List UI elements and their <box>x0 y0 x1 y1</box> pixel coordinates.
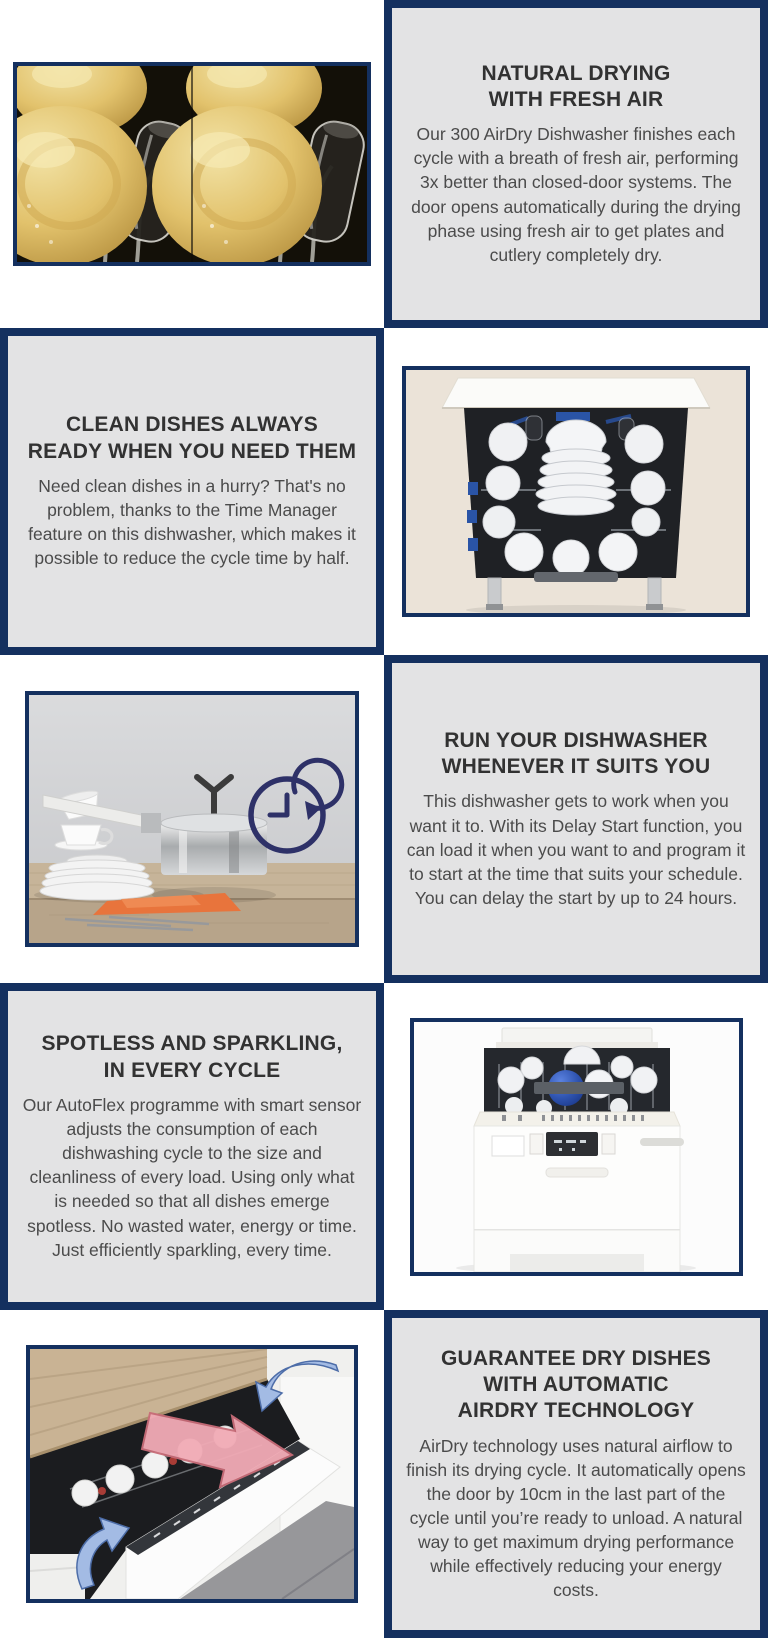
feature-description: Need clean dishes in a hurry? That's no problem, thanks to the Time Manager feature on this dishwasher, which makes it possible to reduce the cycle time by half. <box>28 475 356 569</box>
freestanding-dishwasher-image <box>410 1018 743 1276</box>
feature-image-cell-freestanding <box>384 983 768 1311</box>
feature-description: Our AutoFlex programme with smart sensor adjusts the consumption of each dishwashing cycle to the size and cleanliness of every load. Using only what is needed so that all dishes emerge spotless. No wasted water, energy or time. Just efficiently sparkling, every time. <box>22 1094 362 1260</box>
feature-title: NATURAL DRYING WITH FRESH AIR <box>481 61 671 111</box>
feature-card-airdry-technology <box>384 1310 768 1638</box>
feature-description: AirDry technology uses natural airflow to finish its drying cycle. It automatically opens the door by 10cm in the last part of the cycle until you’re ready to unload. A natural way to get maximum drying performance while effectively reducing your energy costs. <box>406 1435 746 1601</box>
feature-title: CLEAN DISHES ALWAYS READY WHEN YOU NEED THEM <box>27 413 357 463</box>
feature-title: RUN YOUR DISHWASHER WHENEVER IT SUITS YOU <box>441 728 711 779</box>
feature-card-autoflex <box>0 983 384 1311</box>
airdry-bowls-comparison-image <box>13 62 371 266</box>
feature-image-cell-loaded-dishwasher <box>384 328 768 656</box>
feature-card-natural-drying <box>384 0 768 328</box>
loaded-open-dishwasher-image <box>402 366 750 617</box>
feature-title: GUARANTEE DRY DISHES WITH AUTOMATIC AIRDRY TECHNOLOGY <box>440 1346 712 1423</box>
feature-card-delay-start <box>384 655 768 983</box>
feature-image-cell-delay-start <box>0 655 384 983</box>
feature-image-cell-airdry-bowls <box>0 0 384 328</box>
feature-title: SPOTLESS AND SPARKLING, IN EVERY CYCLE <box>41 1032 343 1082</box>
feature-description: Our 300 AirDry Dishwasher finishes each cycle with a breath of fresh air, performing 3x better than closed-door systems. The door opens automatically during the drying phase using fresh air to get plates and cutlery completely dry. <box>411 124 741 265</box>
feature-image-cell-airdry-door <box>0 1310 384 1638</box>
airdry-open-door-image <box>26 1345 358 1603</box>
feature-card-time-manager <box>0 328 384 656</box>
feature-description: This dishwasher gets to work when you want it to. With its Delay Start function, you can load it when you want to and program it to start at the time that suits your schedule. You can delay the start by up to 24 hours. <box>406 791 746 908</box>
delay-start-counter-image <box>25 691 359 947</box>
